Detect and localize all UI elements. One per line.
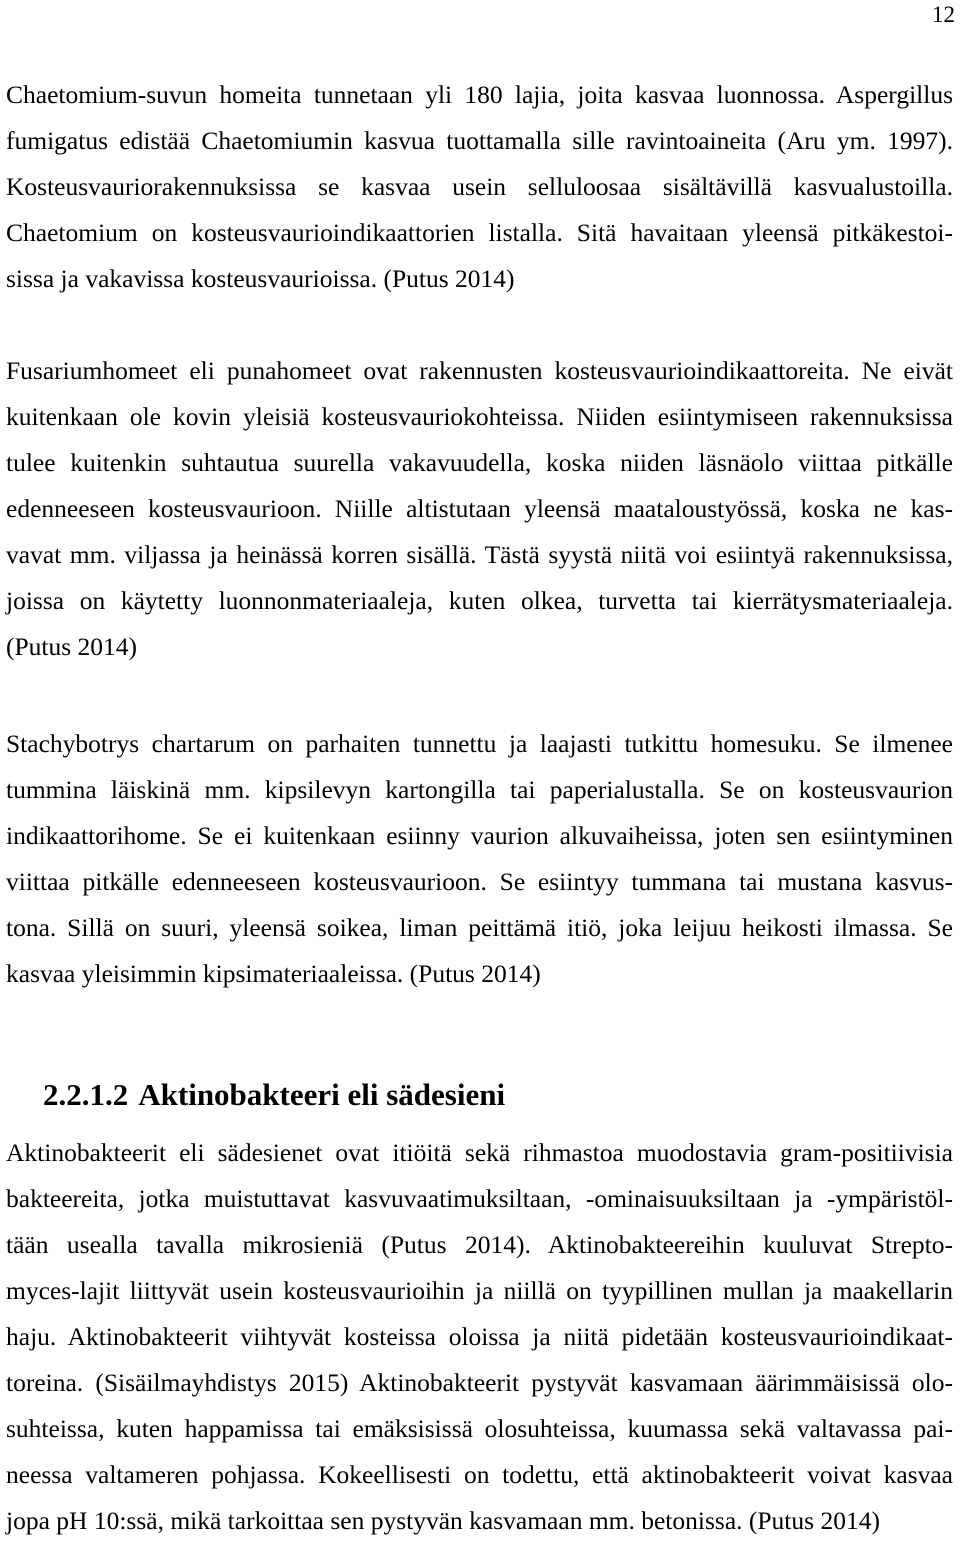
paragraph-fusarium bbox=[6, 356, 953, 662]
text-line: suhteissa, kuten happamissa tai emäksisissä olosuhteissa, kuumassa sekä valtavassa pai- bbox=[6, 1414, 953, 1443]
paragraph-chaetomium bbox=[6, 80, 953, 294]
text-line: myces-lajit liittyvät usein kosteusvaurioihin ja niillä on tyypillinen mullan ja maakellarin bbox=[6, 1276, 953, 1305]
text-line: jopa pH 10:ssä, mikä tarkoittaa sen pystyvän kasvamaan mm. betonissa. (Putus 2014) bbox=[6, 1506, 880, 1535]
text-line: joissa on käytetty luonnonmateriaaleja, kuten olkea, turvetta tai kierrätysmateriaaleja. bbox=[6, 586, 953, 615]
text-line: (Putus 2014) bbox=[6, 632, 138, 661]
text-line: Aktinobakteerit eli sädesienet ovat itiöitä sekä rihmastoa muodostavia gram-positiivisia bbox=[6, 1138, 953, 1167]
text-line: Stachybotrys chartarum on parhaiten tunnettu ja laajasti tutkittu homesuku. Se ilmenee bbox=[6, 729, 953, 758]
paragraph-actinobacteria bbox=[6, 1138, 953, 1536]
text-line: Chaetomium-suvun homeita tunnetaan yli 180 lajia, joita kasvaa luonnossa. Aspergillus bbox=[6, 80, 953, 109]
text-line: Chaetomium on kosteusvaurioindikaattorien listalla. Sitä havaitaan yleensä pitkäkestoi- bbox=[6, 218, 953, 247]
text-line: haju. Aktinobakteerit viihtyvät kosteissa oloissa ja niitä pidetään kosteusvaurioindikaat- bbox=[6, 1322, 953, 1351]
text-line: tulee kuitenkin suhtautua suurella vakavuudella, koska niiden läsnäolo viittaa pitkälle bbox=[6, 448, 953, 477]
text-line: Fusariumhomeet eli punahomeet ovat rakennusten kosteusvaurioindikaattoreita. Ne eivät bbox=[6, 356, 953, 385]
text-line: bakteereita, jotka muistuttavat kasvuvaatimuksiltaan, -ominaisuuksiltaan ja -ympäristöl- bbox=[6, 1184, 953, 1213]
page-number: 12 bbox=[932, 2, 955, 27]
text-line: edenneeseen kosteusvaurioon. Niille altistutaan yleensä maataloustyössä, koska ne kas- bbox=[6, 494, 953, 523]
text-line: sissa ja vakavissa kosteusvaurioissa. (Putus 2014) bbox=[6, 264, 515, 293]
text-line: indikaattorihome. Se ei kuitenkaan esiinny vaurion alkuvaiheissa, joten sen esiintyminen bbox=[6, 821, 953, 850]
text-line: vavat mm. viljassa ja heinässä korren sisällä. Tästä syystä niitä voi esiintyä rakennuksissa, bbox=[6, 540, 953, 569]
text-line: fumigatus edistää Chaetomiumin kasvua tuottamalla sille ravintoaineita (Aru ym. 1997). bbox=[6, 126, 953, 155]
text-line: tona. Sillä on suuri, yleensä soikea, liman peittämä itiö, joka leijuu heikosti ilmassa. Se bbox=[6, 913, 953, 942]
text-line: kuitenkaan ole kovin yleisiä kosteusvauriokohteissa. Niiden esiintymiseen rakennuksissa bbox=[6, 402, 953, 431]
text-line: neessa valtameren pohjassa. Kokeellisesti on todettu, että aktinobakteerit voivat kasvaa bbox=[6, 1460, 953, 1489]
heading-title: Aktinobakteeri eli sädesieni bbox=[138, 1077, 506, 1112]
heading-number: 2.2.1.2 bbox=[43, 1077, 129, 1112]
text-line: toreina. (Sisäilmayhdistys 2015) Aktinobakteerit pystyvät kasvamaan äärimmäisissä olo- bbox=[6, 1368, 953, 1397]
section-heading bbox=[43, 1077, 505, 1113]
text-line: tään usealla tavalla mikrosieniä (Putus 2014). Aktinobakteereihin kuuluvat Strepto- bbox=[6, 1230, 953, 1259]
paragraph-stachybotrys bbox=[6, 729, 953, 989]
text-line: viittaa pitkälle edenneeseen kosteusvaurioon. Se esiintyy tummana tai mustana kasvus- bbox=[6, 867, 953, 896]
text-line: tummina läiskinä mm. kipsilevyn kartongilla tai paperialustalla. Se on kosteusvaurion bbox=[6, 775, 953, 804]
text-line: kasvaa yleisimmin kipsimateriaaleissa. (Putus 2014) bbox=[6, 959, 541, 988]
text-line: Kosteusvauriorakennuksissa se kasvaa usein selluloosaa sisältävillä kasvualustoilla. bbox=[6, 172, 953, 201]
